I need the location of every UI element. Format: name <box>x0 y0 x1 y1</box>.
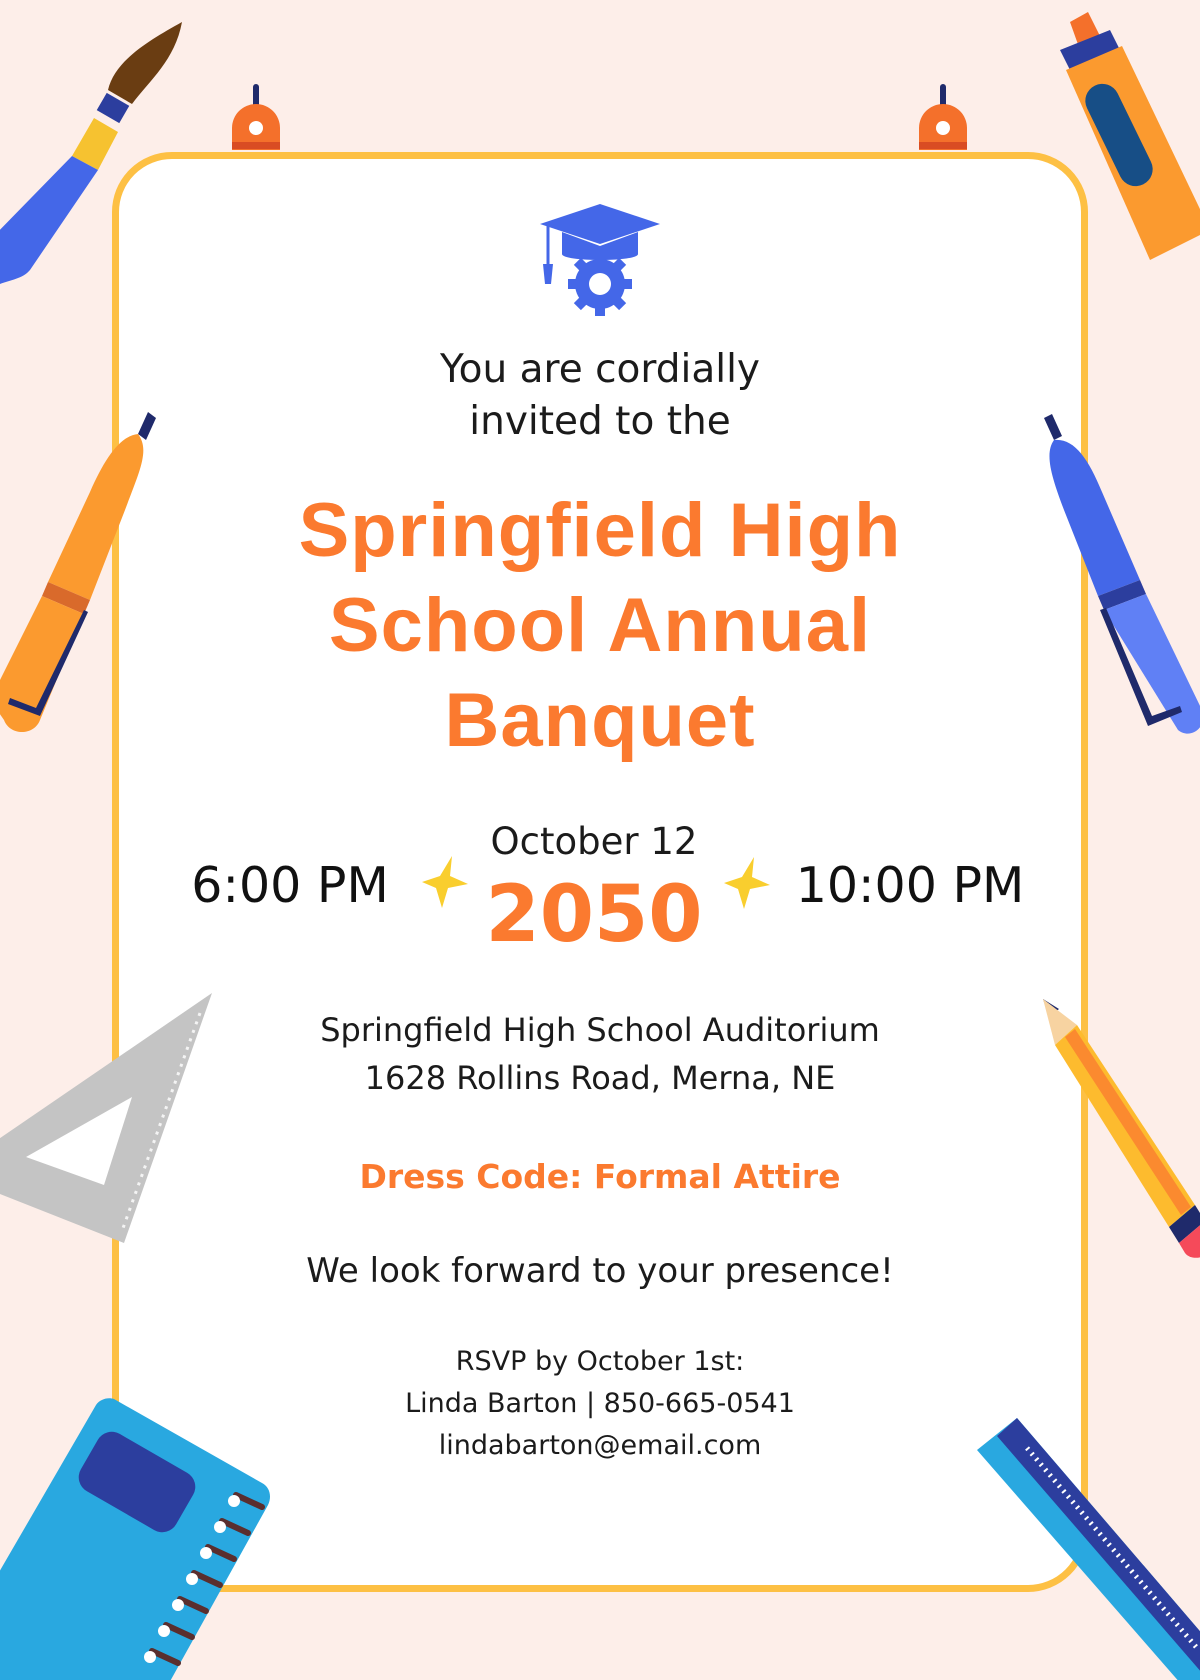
graduation-cap-gear-icon <box>538 202 662 317</box>
title-line: Banquet <box>444 678 756 763</box>
title-line: School Annual <box>328 583 872 668</box>
event-title <box>200 483 1000 768</box>
rsvp-contact: Linda Barton | 850-665-0541 <box>405 1388 795 1419</box>
star-icon <box>722 855 772 911</box>
start-time: 6:00 PM <box>191 857 389 914</box>
paintbrush-icon <box>0 0 200 300</box>
rsvp-info <box>200 1341 1000 1467</box>
event-date: October 12 <box>490 820 698 863</box>
venue-address <box>200 1006 1000 1102</box>
venue-name: Springfield High School Auditorium <box>320 1011 880 1049</box>
pen-icon <box>0 400 170 740</box>
dress-code: Dress Code: Formal Attire <box>359 1157 841 1196</box>
rsvp-email: lindabarton@email.com <box>438 1430 762 1461</box>
title-line: Springfield High <box>298 488 902 573</box>
intro-text <box>200 344 1000 448</box>
closing-message: We look forward to your presence! <box>306 1251 894 1291</box>
pencil-icon <box>1035 995 1200 1265</box>
rsvp-deadline: RSVP by October 1st: <box>455 1346 745 1377</box>
intro-line: You are cordially <box>440 347 760 392</box>
set-square-icon <box>0 985 220 1250</box>
end-time: 10:00 PM <box>795 857 1025 914</box>
ruler-icon <box>975 1410 1200 1680</box>
intro-line: invited to the <box>469 399 731 444</box>
event-year: 2050 <box>485 870 703 960</box>
hanger-clip-icon <box>913 82 973 152</box>
marker-icon <box>1040 0 1200 270</box>
pen-icon <box>1030 410 1200 740</box>
hanger-clip-icon <box>226 82 286 152</box>
venue-street: 1628 Rollins Road, Merna, NE <box>364 1059 836 1097</box>
